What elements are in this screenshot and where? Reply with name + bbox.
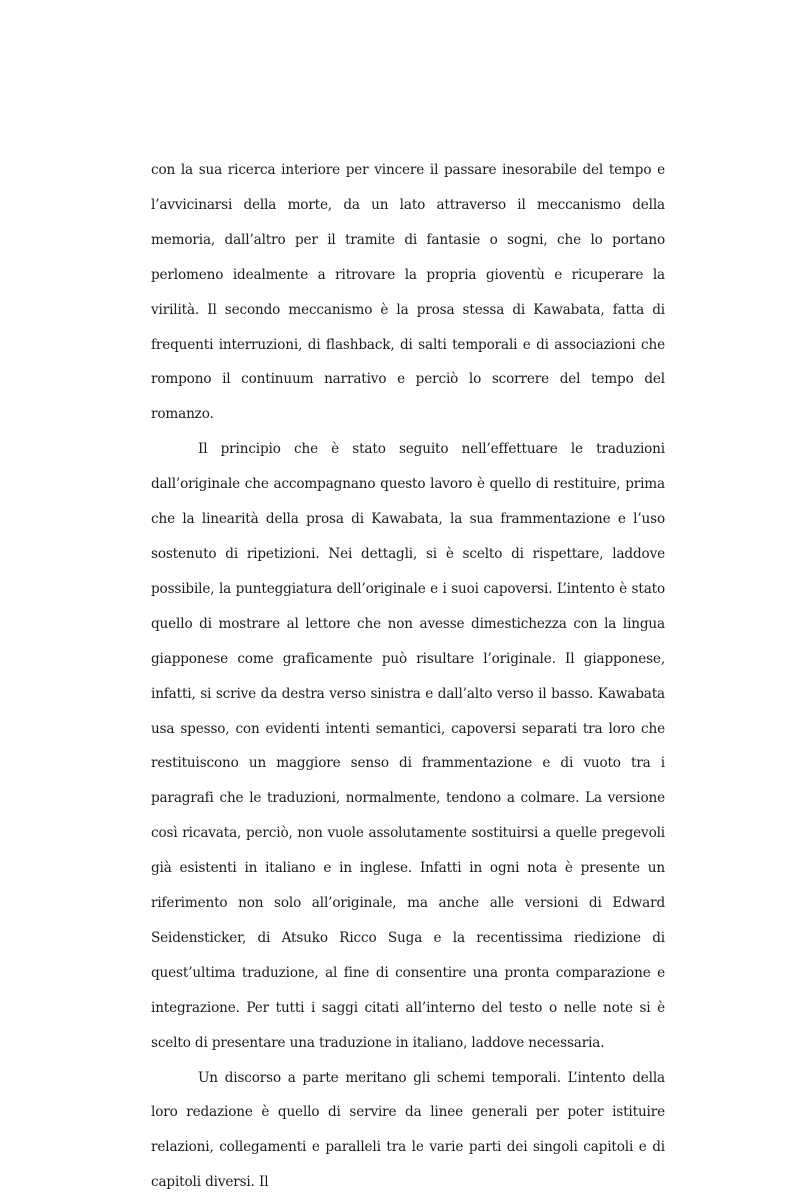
paragraph-continuation: con la sua ricerca interiore per vincere il passare inesorabile del tempo e l’avvicinarsi della morte, da un lato attraverso il meccanismo della memoria, dall’altro per il tramite di fantasie o sogni, che lo portano perlomeno idealmente a ritrovare la propria gioventù e ricuperare la virilità. Il secondo meccanismo è la prosa stessa di Kawabata, fatta di frequenti interruzioni, di flashback, di salti temporali e di associazioni che rompono il continuum narrativo e perciò lo scorrere del tempo del romanzo. [151, 162, 665, 423]
paragraph-temporal-schemes: Un discorso a parte meritano gli schemi temporali. L’intento della loro redazione è quello di servire da linee generali per poter istituire relazioni, collegamenti e paralleli tra le varie parti dei singoli capitoli e di capitoli diversi. Il [151, 1069, 665, 1191]
paragraph-translation-principle: Il principio che è stato seguito nell’effettuare le traduzioni dall’originale che accompagnano questo lavoro è quello di restituire, prima che la linearità della prosa di Kawabata, la sua frammentazione e l’uso sostenuto di ripetizioni. Nei dettagli, si è scelto di rispettare, laddove possibile, la punteggiatura dell’originale e i suoi capoversi. L’intento è stato quello di mostrare al lettore che non avesse dimestichezza con la lingua giapponese come graficamente può risultare l’originale. Il giapponese, infatti, si scrive da destra verso sinistra e dall’alto verso il basso. Kawabata usa spesso, con evidenti intenti semantici, capoversi separati tra loro che restituiscono un maggiore senso di frammentazione e di vuoto tra i paragrafi che le traduzioni, normalmente, tendono a colmare. La versione così ricavata, perciò, non vuole assolutamente sostituirsi a quelle pregevoli già esistenti in italiano e in inglese. Infatti in ogni nota è presente un riferimento non solo all’originale, ma anche alle versioni di Edward Seidensticker, di Atsuko Ricco Suga e la recentissima riedizione di quest’ultima traduzione, al fine di consentire una pronta comparazione e integrazione. Per tutti i saggi citati all’interno del testo o nelle note si è scelto di presentare una traduzione in italiano, laddove necessaria. [151, 441, 665, 1051]
body-text [151, 153, 665, 1200]
